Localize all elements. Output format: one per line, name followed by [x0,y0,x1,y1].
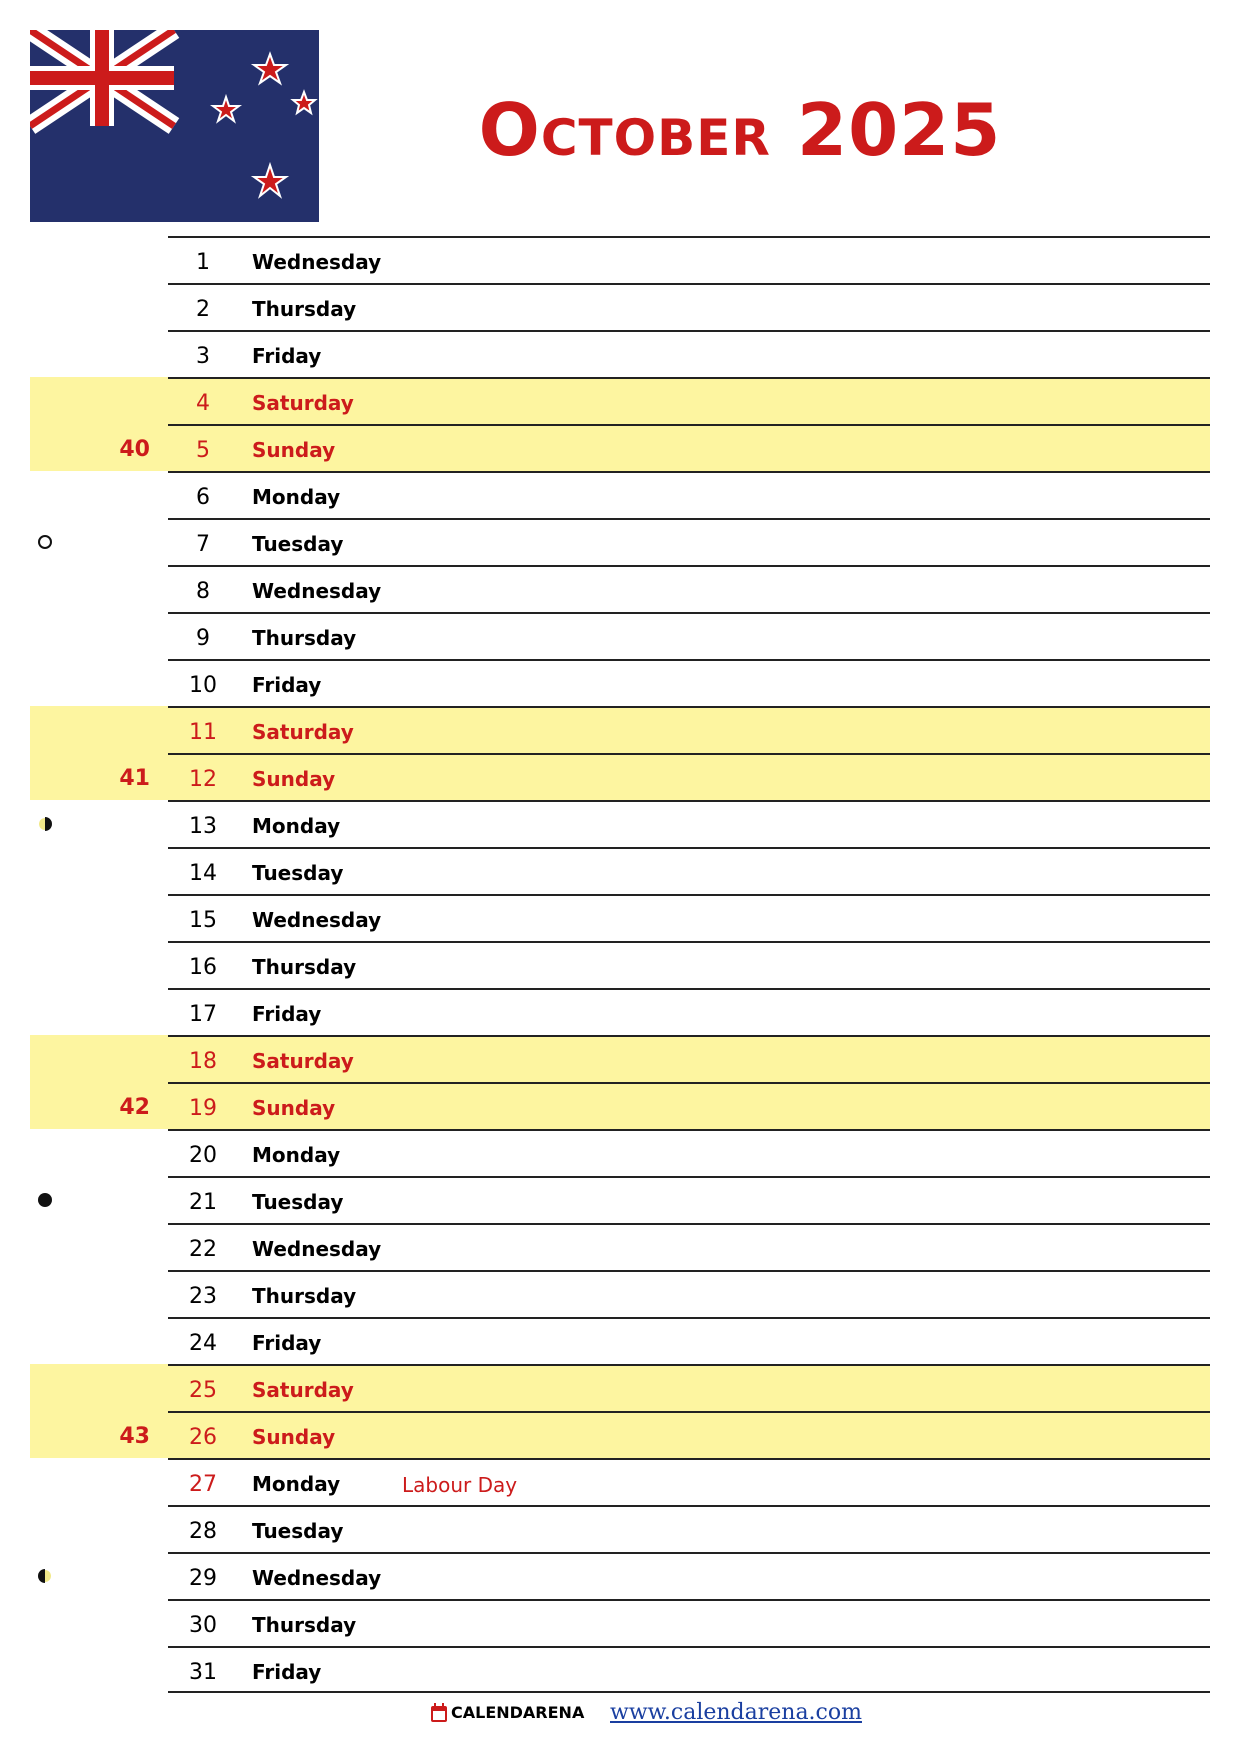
day-number: 12 [189,767,217,792]
day-number: 29 [189,1566,217,1591]
day-row [168,1082,1210,1129]
day-name: Tuesday [252,532,344,556]
day-row [168,1646,1210,1693]
day-name: Wednesday [252,1237,382,1261]
day-row [168,1552,1210,1599]
day-row [168,941,1210,988]
day-row [168,1317,1210,1364]
day-number: 17 [189,1002,217,1027]
day-name: Monday [252,1143,341,1167]
day-number: 16 [189,955,217,980]
first-quarter-icon [37,1568,53,1584]
day-row [168,706,1210,753]
day-name: Monday [252,814,341,838]
day-number: 26 [189,1425,217,1450]
day-name: Friday [252,1002,322,1026]
day-number: 30 [189,1613,217,1638]
day-number: 18 [189,1049,217,1074]
day-number: 31 [189,1660,217,1685]
day-row [168,612,1210,659]
day-row [168,236,1210,283]
day-name: Friday [252,1660,322,1684]
day-number: 24 [189,1331,217,1356]
day-row [168,659,1210,706]
day-number: 21 [189,1190,217,1215]
day-number: 2 [196,297,210,322]
day-row [168,1599,1210,1646]
day-name: Sunday [252,767,336,791]
day-number: 1 [196,250,210,275]
day-name: Friday [252,344,322,368]
holiday-label: Labour Day [402,1473,518,1497]
day-row [168,1411,1210,1458]
day-name: Thursday [252,955,357,979]
day-number: 13 [189,814,217,839]
day-name: Wednesday [252,908,382,932]
day-row [168,1270,1210,1317]
day-row [168,894,1210,941]
day-number: 7 [196,532,210,557]
day-name: Wednesday [252,250,382,274]
day-name: Sunday [252,1096,336,1120]
week-number: 43 [119,1424,150,1449]
day-row [168,1364,1210,1411]
day-name: Sunday [252,1425,336,1449]
day-name: Friday [252,1331,322,1355]
day-name: Saturday [252,391,354,415]
day-row [168,847,1210,894]
calendar-icon [430,1703,448,1723]
day-name: Tuesday [252,1190,344,1214]
day-name: Thursday [252,1284,357,1308]
day-number: 8 [196,579,210,604]
day-number: 3 [196,344,210,369]
day-number: 15 [189,908,217,933]
week-number: 40 [119,437,150,462]
day-number: 19 [189,1096,217,1121]
day-name: Monday [252,485,341,509]
day-number: 4 [196,391,210,416]
page-title: October 2025 [478,88,1002,172]
day-name: Tuesday [252,1519,344,1543]
day-row [168,988,1210,1035]
new-moon-icon [37,1192,53,1208]
week-number: 42 [119,1095,150,1120]
day-name: Saturday [252,1049,354,1073]
day-row [168,1458,1210,1505]
day-name: Tuesday [252,861,344,885]
day-name: Saturday [252,1378,354,1402]
day-name: Friday [252,673,322,697]
day-number: 20 [189,1143,217,1168]
day-name: Thursday [252,626,357,650]
new-zealand-flag-icon [30,30,319,222]
full-moon-icon [37,534,53,550]
day-name: Thursday [252,297,357,321]
day-name: Monday [252,1472,341,1496]
day-row [168,283,1210,330]
day-name: Wednesday [252,579,382,603]
day-number: 5 [196,438,210,463]
day-row [168,753,1210,800]
day-number: 22 [189,1237,217,1262]
day-number: 9 [196,626,210,651]
day-row [168,1129,1210,1176]
day-name: Sunday [252,438,336,462]
website-link[interactable]: www.calendarena.com [610,1700,862,1725]
day-row [168,330,1210,377]
day-number: 10 [189,673,217,698]
day-row [168,1035,1210,1082]
day-number: 28 [189,1519,217,1544]
day-row [168,1176,1210,1223]
last-quarter-icon [37,816,53,832]
day-number: 11 [189,720,217,745]
day-number: 6 [196,485,210,510]
day-row [168,518,1210,565]
day-number: 23 [189,1284,217,1309]
footer [0,1700,1240,1730]
day-row [168,565,1210,612]
day-list [0,236,1240,1693]
day-row [168,471,1210,518]
day-name: Thursday [252,1613,357,1637]
day-row [168,1223,1210,1270]
week-number: 41 [119,766,150,791]
day-number: 27 [189,1472,217,1497]
day-row [168,800,1210,847]
day-name: Saturday [252,720,354,744]
day-number: 25 [189,1378,217,1403]
brand-name: CALENDARENA [451,1703,585,1722]
day-name: Wednesday [252,1566,382,1590]
day-row [168,377,1210,424]
day-number: 14 [189,861,217,886]
day-row [168,424,1210,471]
day-row [168,1505,1210,1552]
